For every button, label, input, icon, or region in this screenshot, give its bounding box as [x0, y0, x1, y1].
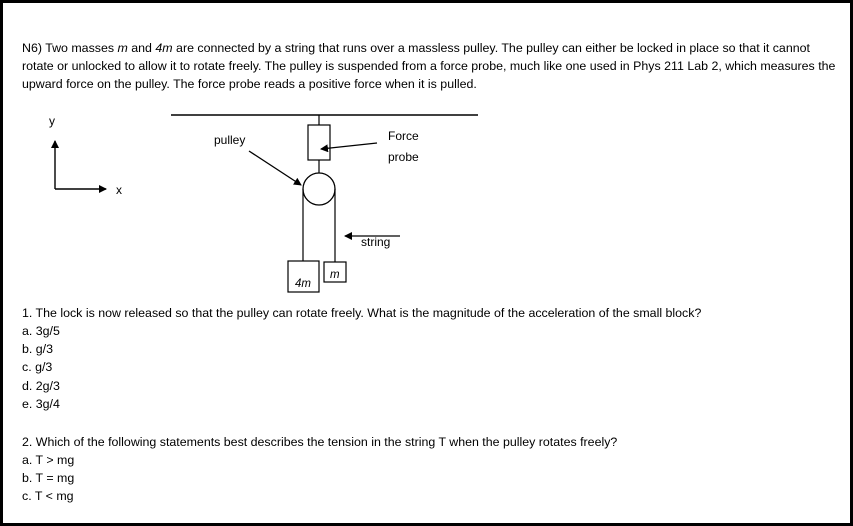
question-2-option-c: c. T < mg: [22, 489, 74, 504]
mass-m-symbol: m: [117, 41, 128, 55]
question-1-option-e: e. 3g/4: [22, 396, 60, 411]
intro-text-2: and: [127, 41, 156, 55]
question-1-text: 1. The lock is now released so that the pulley can rotate freely. What is the magnitude of the acceleration of the small block?: [22, 306, 702, 320]
question-2-option-a: a. T > mg: [22, 453, 75, 467]
force-probe-label-line2: probe: [388, 150, 419, 164]
y-axis-label: y: [49, 114, 55, 128]
question-2: [22, 433, 837, 506]
problem-label: N6): [22, 41, 42, 55]
big-mass-label: 4m: [295, 278, 311, 290]
string-label: string: [361, 235, 391, 249]
small-mass-label: m: [330, 269, 340, 281]
pulley-pointer-arrow: [249, 151, 301, 185]
intro-text-1: Two masses: [45, 41, 118, 55]
question-1: [22, 304, 837, 413]
pulley-label: pulley: [214, 133, 246, 147]
question-2-text: 2. Which of the following statements best describes the tension in the string T when the pulley rotates freely?: [22, 435, 618, 449]
question-1-option-a: a. 3g/5: [22, 324, 60, 338]
problem-intro: [22, 39, 837, 93]
force-probe-label-line1: Force: [388, 129, 419, 143]
pulley-wheel: [303, 173, 335, 205]
question-1-option-b: b. g/3: [22, 342, 54, 357]
question-2-option-b: b. T = mg: [22, 471, 75, 486]
mass-4m-symbol: 4m: [155, 41, 173, 55]
force-probe: [308, 125, 330, 160]
intro-text-3: are connected by a string that runs over a massless pulley. The pulley can either be locked in place so that it cannot rotate or unlocked to allow it to rotate freely. The pulley is suspended from a force probe, much like one used in Phys 211 Lab 2, which measures the upward force on the pulley. The force probe reads a positive force when it is pulled.: [22, 41, 836, 91]
x-axis-label: x: [116, 183, 122, 197]
coordinate-axes: [49, 114, 122, 197]
pulley-diagram: [3, 103, 853, 303]
question-1-option-d: d. 2g/3: [22, 378, 60, 393]
question-1-option-c: c. g/3: [22, 360, 53, 375]
